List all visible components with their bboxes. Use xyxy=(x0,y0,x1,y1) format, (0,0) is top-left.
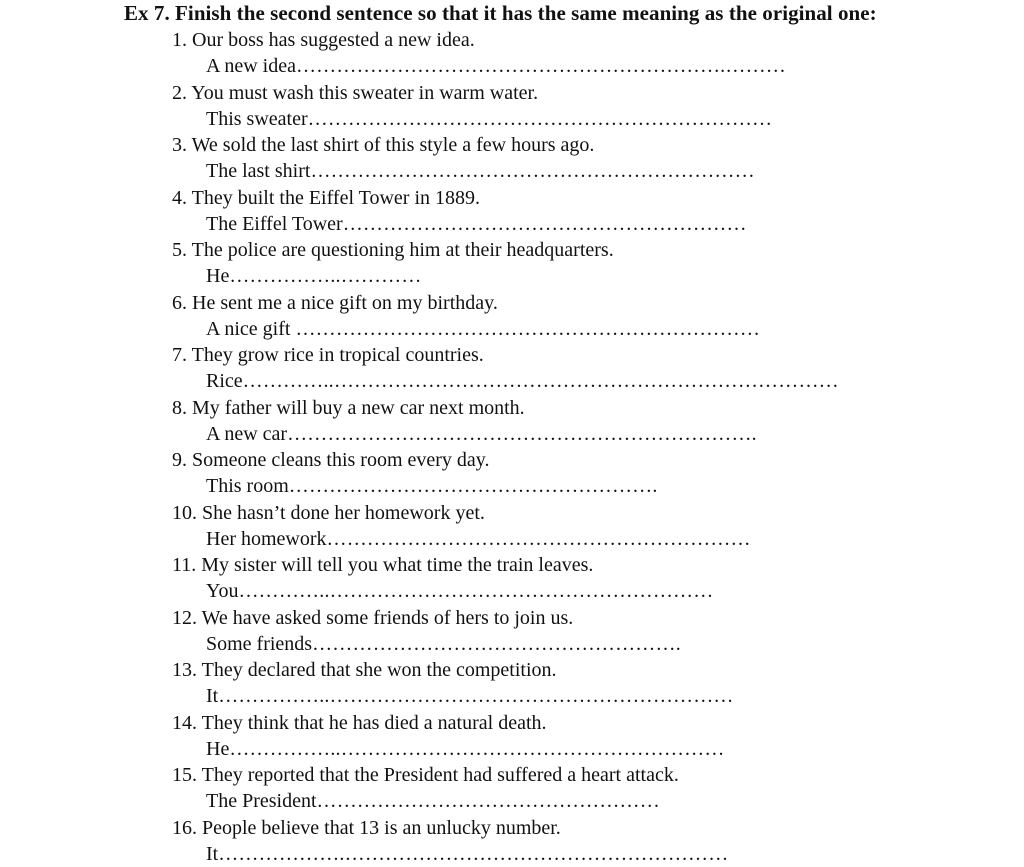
answer-line-13 xyxy=(172,683,839,709)
answer-prompt-3: The last shirt xyxy=(206,160,310,182)
exercise-item-10 xyxy=(172,500,839,553)
answer-blank-2: …………………………………………………………… xyxy=(308,108,773,130)
answer-prompt-9: This room xyxy=(206,475,289,497)
answer-prompt-6: A nice gift xyxy=(206,318,295,340)
answer-prompt-5: He xyxy=(206,265,229,287)
exercise-item-11 xyxy=(172,552,839,605)
answer-line-12 xyxy=(172,631,839,657)
answer-blank-5: ……………..………… xyxy=(229,265,421,287)
answer-line-10 xyxy=(172,526,839,552)
original-sentence-14: 14. They think that he has died a natural death. xyxy=(172,710,839,736)
original-sentence-9: 9. Someone cleans this room every day. xyxy=(172,447,839,473)
exercise-item-13 xyxy=(172,657,839,710)
answer-line-11 xyxy=(172,578,839,604)
original-sentence-5: 5. The police are questioning him at their headquarters. xyxy=(172,237,839,263)
answer-blank-1: ……………………………………………………….……… xyxy=(296,55,786,77)
exercise-item-7 xyxy=(172,342,839,395)
answer-line-14 xyxy=(172,736,839,762)
answer-prompt-14: He xyxy=(206,738,229,760)
original-sentence-10: 10. She hasn’t done her homework yet. xyxy=(172,500,839,526)
answer-blank-15: …………………………………………… xyxy=(317,790,660,812)
original-sentence-2: 2. You must wash this sweater in warm water. xyxy=(172,80,839,106)
exercise-item-3 xyxy=(172,132,839,185)
answer-line-5 xyxy=(172,263,839,289)
answer-prompt-4: The Eiffel Tower xyxy=(206,213,343,235)
answer-blank-6: …………………………………………………………… xyxy=(295,318,760,340)
original-sentence-11: 11. My sister will tell you what time the train leaves. xyxy=(172,552,839,578)
original-sentence-1: 1. Our boss has suggested a new idea. xyxy=(172,27,839,53)
answer-prompt-1: A new idea xyxy=(206,55,296,77)
original-sentence-8: 8. My father will buy a new car next month. xyxy=(172,395,839,421)
original-sentence-6: 6. He sent me a nice gift on my birthday. xyxy=(172,290,839,316)
original-sentence-15: 15. They reported that the President had suffered a heart attack. xyxy=(172,762,839,788)
answer-line-9 xyxy=(172,473,839,499)
answer-blank-16: ……………….………………………………………………… xyxy=(218,843,728,865)
answer-prompt-7: Rice xyxy=(206,370,243,392)
original-sentence-13: 13. They declared that she won the competition. xyxy=(172,657,839,683)
answer-line-15 xyxy=(172,788,839,814)
original-sentence-3: 3. We sold the last shirt of this style a few hours ago. xyxy=(172,132,839,158)
exercise-item-9 xyxy=(172,447,839,500)
answer-line-1 xyxy=(172,53,839,79)
exercise-item-1 xyxy=(172,27,839,80)
exercise-item-4 xyxy=(172,185,839,238)
exercise-item-2 xyxy=(172,80,839,133)
original-sentence-12: 12. We have asked some friends of hers to join us. xyxy=(172,605,839,631)
answer-prompt-16: It xyxy=(206,843,218,865)
answer-blank-14: ……………..………………………………………………… xyxy=(229,738,724,760)
answer-prompt-12: Some friends xyxy=(206,633,312,655)
answer-blank-9: ………………………………………………. xyxy=(289,475,658,497)
answer-prompt-13: It xyxy=(206,685,218,707)
exercise-list xyxy=(172,27,839,867)
answer-line-4 xyxy=(172,211,839,237)
exercise-item-12 xyxy=(172,605,839,658)
exercise-item-6 xyxy=(172,290,839,343)
answer-blank-4: …………………………………………………… xyxy=(343,213,747,235)
answer-prompt-10: Her homework xyxy=(206,528,327,550)
answer-blank-13: ……………..…………………………………………………… xyxy=(218,685,733,707)
exercise-title: Ex 7. Finish the second sentence so that it has the same meaning as the original one: xyxy=(124,1,877,26)
exercise-item-15 xyxy=(172,762,839,815)
answer-blank-12: ………………………………………………. xyxy=(312,633,681,655)
original-sentence-7: 7. They grow rice in tropical countries. xyxy=(172,342,839,368)
answer-blank-11: …………..………………………………………………… xyxy=(238,580,713,602)
answer-blank-8: ……………………………………………………………. xyxy=(287,423,757,445)
exercise-item-8 xyxy=(172,395,839,448)
answer-prompt-15: The President xyxy=(206,790,317,812)
answer-blank-10: ……………………………………………………… xyxy=(327,528,751,550)
answer-blank-3: ………………………………………………………… xyxy=(310,160,754,182)
answer-line-8 xyxy=(172,421,839,447)
answer-prompt-2: This sweater xyxy=(206,108,308,130)
answer-prompt-11: You xyxy=(206,580,238,602)
answer-line-2 xyxy=(172,106,839,132)
exercise-item-5 xyxy=(172,237,839,290)
answer-line-3 xyxy=(172,158,839,184)
answer-prompt-8: A new car xyxy=(206,423,287,445)
answer-line-16 xyxy=(172,841,839,867)
answer-line-6 xyxy=(172,316,839,342)
exercise-item-16 xyxy=(172,815,839,867)
original-sentence-16: 16. People believe that 13 is an unlucky number. xyxy=(172,815,839,841)
answer-line-7 xyxy=(172,368,839,394)
answer-blank-7: …………..………………………………………………………………… xyxy=(243,370,839,392)
original-sentence-4: 4. They built the Eiffel Tower in 1889. xyxy=(172,185,839,211)
exercise-item-14 xyxy=(172,710,839,763)
